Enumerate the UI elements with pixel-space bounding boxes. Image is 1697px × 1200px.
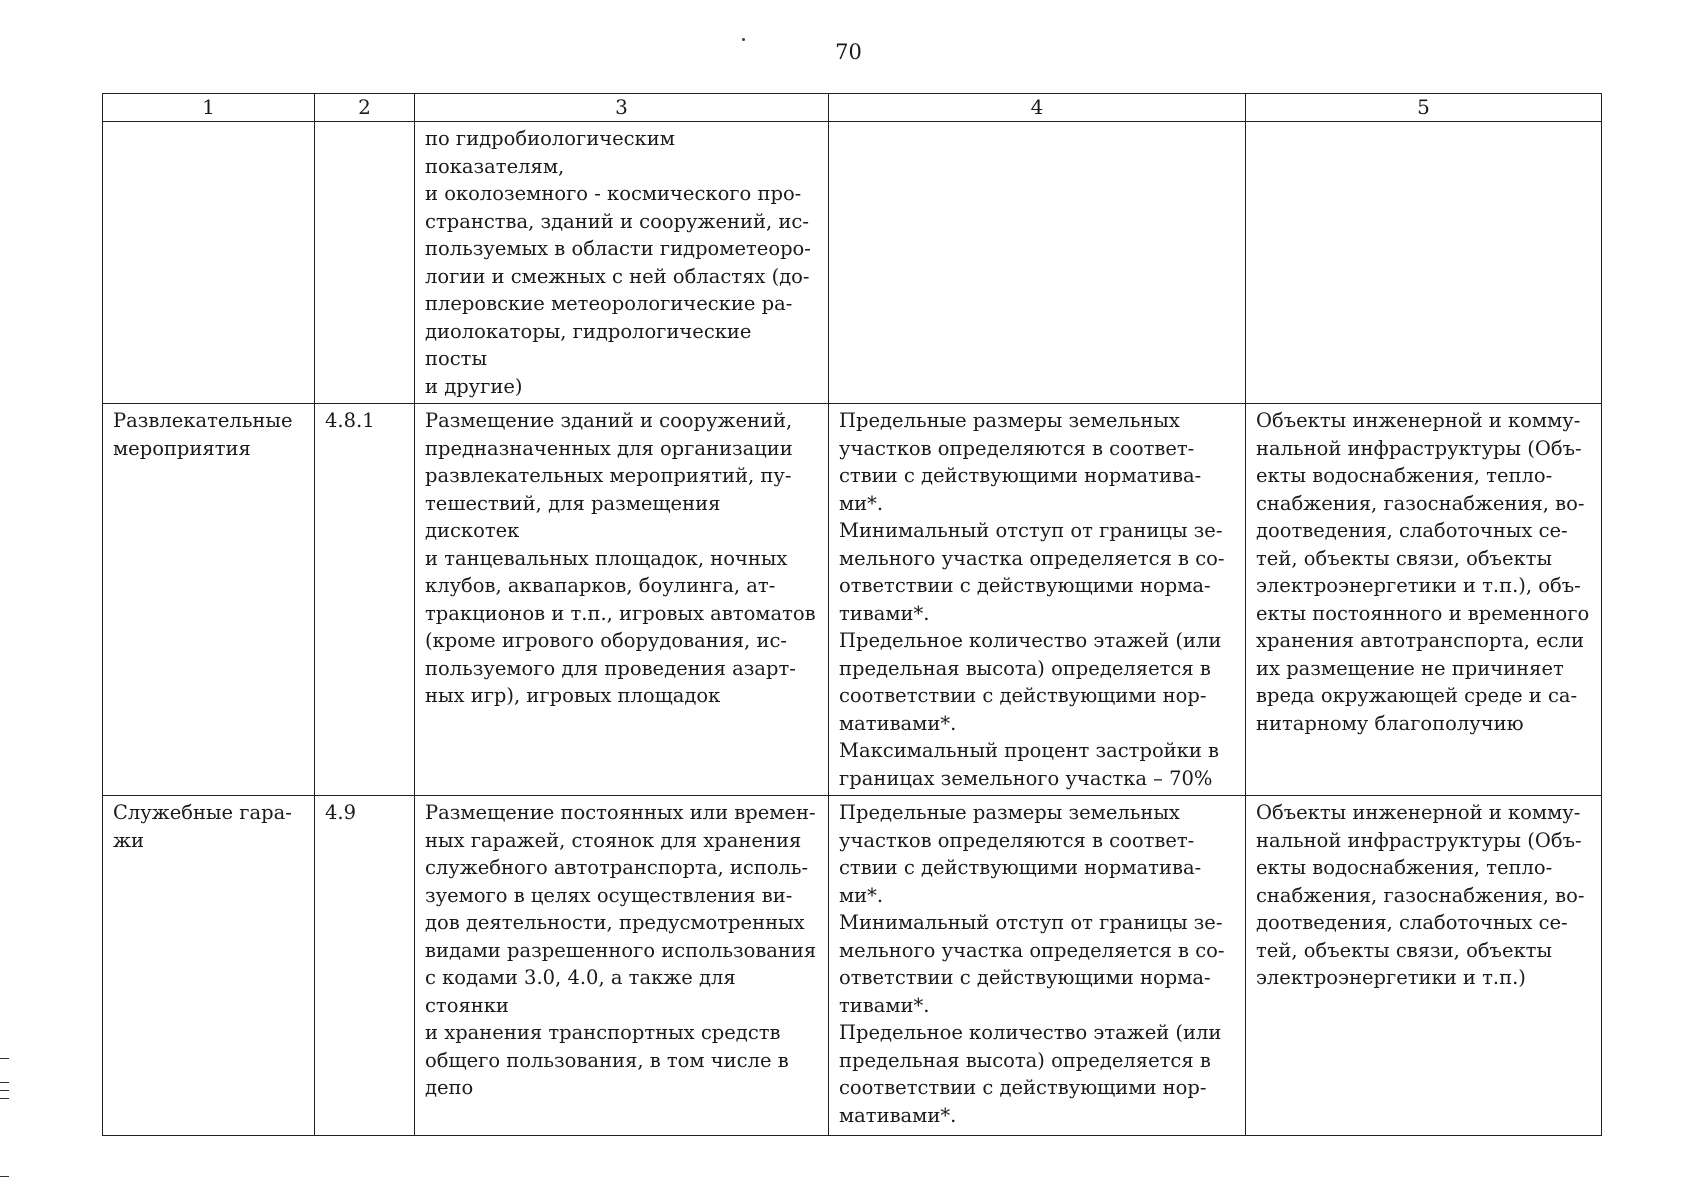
parameters-cell (829, 122, 1246, 404)
column-header-1: 1 (103, 94, 315, 122)
land-use-table (102, 93, 1602, 1136)
header-row (103, 94, 1602, 122)
parameters-cell: Предельные размеры земельных участков определяются в соответ- ствии с действующими норматива- ми*. Минимальный отступ от границы зе- мельного участка определяется в со- ответствии с действующими норма- тивами*. Предельное количество этажей (или предельная высота) определяется в соответствии с действующими нор- мативами*. (829, 796, 1246, 1136)
use-description-cell: по гидробиологическим показателям, и околоземного - космического про- странства, зданий и сооружений, ис- пользуемых в области гидрометеоро- логии и смежных с ней областях (до- плеровские метеорологические ра- диолокаторы, гидрологические посты и другие) (415, 122, 829, 404)
auxiliary-uses-cell: Объекты инженерной и комму- нальной инфраструктуры (Объ- екты водоснабжения, тепло- снабжения, газоснабжения, во- доотведения, слаботочных се- тей, объекты связи, объекты электроэнергетики и т.п.), объ- екты постоянного и временного хранения автотранспорта, если их размещение не причиняет вреда окружающей среде и са- нитарному благополучию (1246, 404, 1602, 796)
use-description-cell: Размещение постоянных или времен- ных гаражей, стоянок для хранения служебного автотранспорта, исполь- зуемого в целях осуществления ви- дов деятельности, предусмотренных видами разрешенного использования с кодами 3.0, 4.0, а также для стоянки и хранения транспортных средств общего пользования, в том числе в депо (415, 796, 829, 1136)
column-header-3: 3 (415, 94, 829, 122)
margin-tick (0, 1058, 9, 1059)
column-header-2: 2 (315, 94, 415, 122)
page-number: 70 (835, 40, 862, 64)
table-row (103, 796, 1602, 1136)
use-code-cell: 4.9 (315, 796, 415, 1136)
auxiliary-uses-cell: Объекты инженерной и комму- нальной инфраструктуры (Объ- екты водоснабжения, тепло- снабжения, газоснабжения, во- доотведения, слаботочных се- тей, объекты связи, объекты электроэнергетики и т.п.) (1246, 796, 1602, 1136)
margin-tick (0, 1098, 9, 1099)
use-code-cell (315, 122, 415, 404)
table-row (103, 404, 1602, 796)
margin-tick (0, 1090, 9, 1091)
use-code-cell: 4.8.1 (315, 404, 415, 796)
use-name-cell: Служебные гара- жи (103, 796, 315, 1136)
parameters-cell: Предельные размеры земельных участков определяются в соответ- ствии с действующими норматива- ми*. Минимальный отступ от границы зе- мельного участка определяется в со- ответствии с действующими норма- тивами*. Предельное количество этажей (или предельная высота) определяется в соответствии с действующими нор- мативами*. Максимальный процент застройки в границах земельного участка – 70% (829, 404, 1246, 796)
use-description-cell: Размещение зданий и сооружений, предназначенных для организации развлекательных мероприятий, пу- тешествий, для размещения дискотек и танцевальных площадок, ночных клубов, аквапарков, боулинга, ат- тракционов и т.п., игровых автоматов (кроме игрового оборудования, ис- пользуемого для проведения азарт- ных игр), игровых площадок (415, 404, 829, 796)
auxiliary-uses-cell (1246, 122, 1602, 404)
column-header-5: 5 (1246, 94, 1602, 122)
table-row (103, 122, 1602, 404)
use-name-cell (103, 122, 315, 404)
column-header-4: 4 (829, 94, 1246, 122)
margin-tick (0, 1082, 9, 1083)
use-name-cell: Развлекательные мероприятия (103, 404, 315, 796)
margin-tick (0, 1176, 9, 1177)
